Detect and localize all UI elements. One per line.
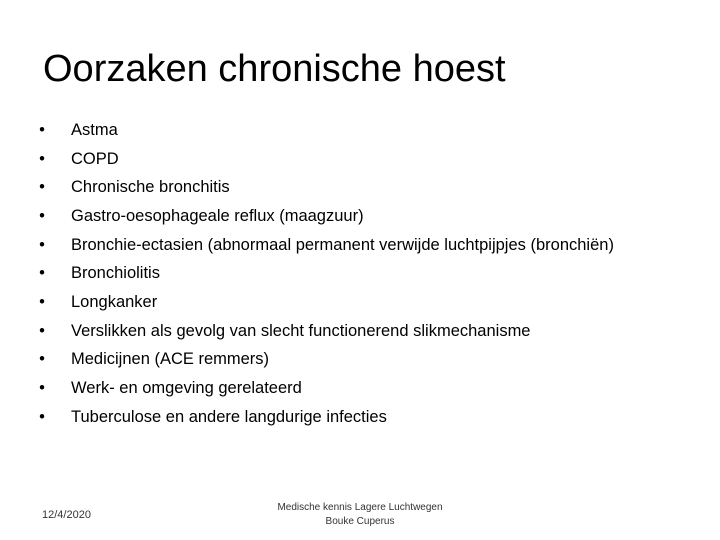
list-item-text: Bronchie-ectasien (abnormaal permanent verwijde luchtpijpjes (bronchiën) — [71, 235, 614, 254]
list-item-text: Verslikken als gevolg van slecht functionerend slikmechanisme — [71, 321, 531, 340]
footer-text — [250, 501, 470, 529]
bullet-list — [36, 116, 696, 432]
footer-line-course: Medische kennis Lagere Luchtwegen — [277, 502, 443, 513]
bullet-icon: • — [39, 350, 45, 369]
footer-line-author: Bouke Cuperus — [325, 516, 395, 527]
list-item — [36, 317, 696, 346]
list-item — [36, 374, 696, 403]
list-item-text: Gastro-oesophageale reflux (maagzuur) — [71, 207, 364, 226]
bullet-icon: • — [39, 121, 45, 139]
list-item-text: COPD — [71, 149, 119, 168]
list-item — [36, 145, 696, 174]
list-item-text: Tuberculose en andere langdurige infecties — [71, 407, 387, 426]
list-item — [36, 116, 696, 145]
list-item-text: Astma — [71, 121, 118, 139]
list-item-text: Chronische bronchitis — [71, 178, 230, 197]
list-item — [36, 288, 696, 317]
slide-title: Oorzaken chronische hoest — [43, 48, 506, 90]
footer-date: 12/4/2020 — [42, 509, 91, 521]
bullet-icon: • — [39, 264, 45, 283]
list-item — [36, 231, 696, 260]
list-item — [36, 202, 696, 231]
list-item-text: Bronchiolitis — [71, 264, 160, 283]
bullet-icon: • — [39, 207, 45, 226]
bullet-icon: • — [39, 235, 45, 254]
list-item-text: Werk- en omgeving gerelateerd — [71, 379, 302, 398]
list-item — [36, 345, 696, 374]
list-item — [36, 403, 696, 432]
bullet-icon: • — [39, 379, 45, 398]
bullet-icon: • — [39, 293, 45, 312]
bullet-icon: • — [39, 178, 45, 197]
bullet-icon: • — [39, 149, 45, 168]
list-item — [36, 259, 696, 288]
list-item-text: Longkanker — [71, 293, 158, 312]
bullet-icon: • — [39, 407, 45, 426]
bullet-icon: • — [39, 321, 45, 340]
list-item-text: Medicijnen (ACE remmers) — [71, 350, 270, 369]
list-item — [36, 173, 696, 202]
